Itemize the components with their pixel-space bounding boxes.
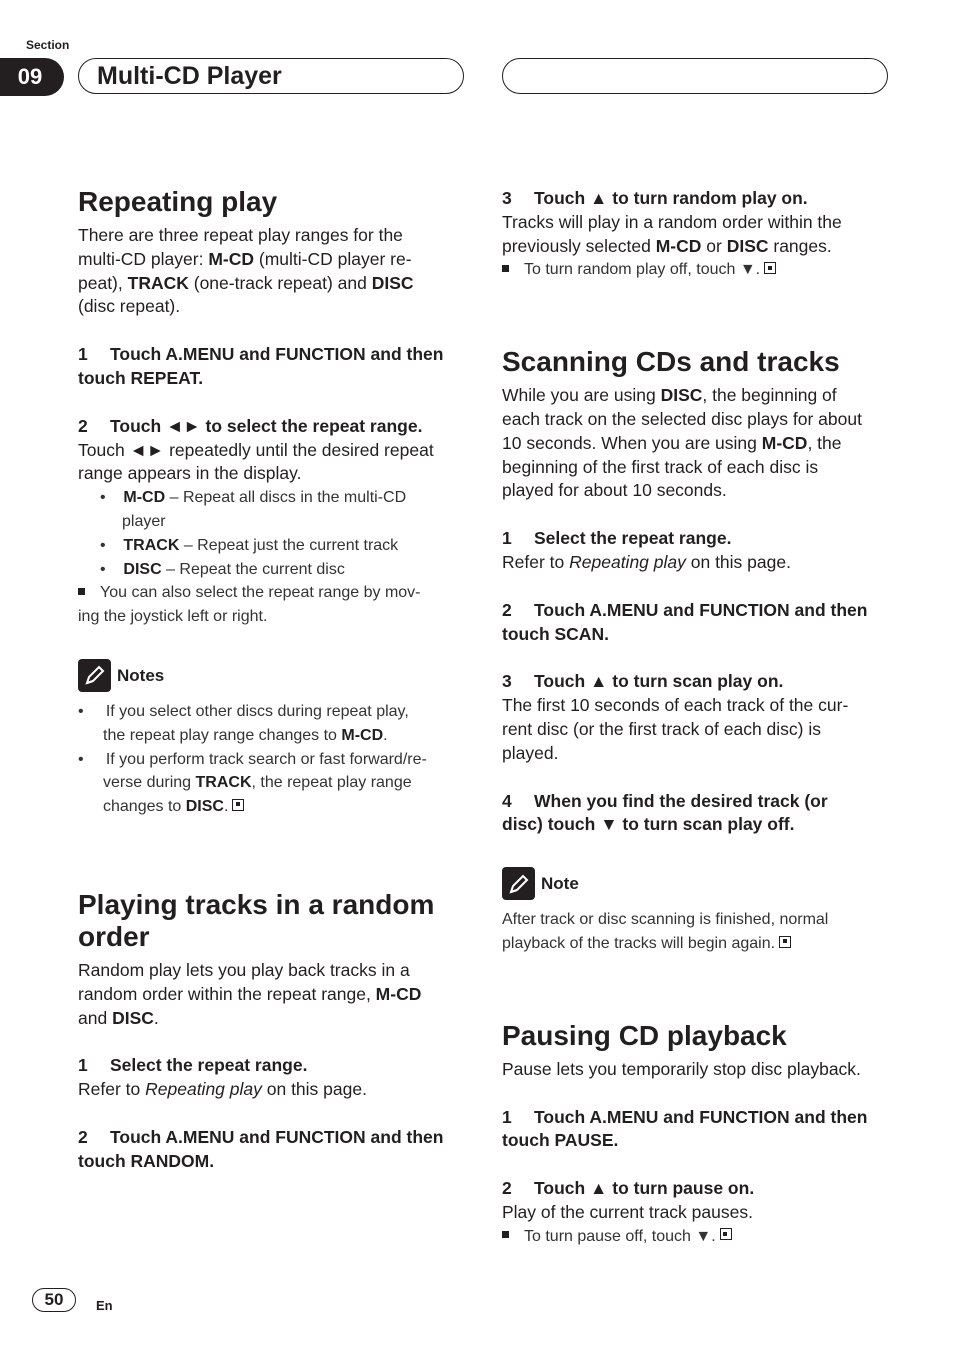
scan-step-3: 3 Touch ▲ to turn scan play on.	[502, 671, 784, 692]
pause-off-tip: To turn pause off, touch ▼.	[502, 1225, 892, 1249]
square-bullet-icon	[78, 588, 85, 595]
square-bullet-icon	[502, 1231, 509, 1238]
repeat-option-track: • TRACK – Repeat just the current track	[100, 536, 399, 554]
repeat-intro: There are three repeat play ranges for the multi-CD player: M-CD (multi-CD player re- peat), TRACK (one-track repeat) and DISC (disc repeat).	[78, 225, 414, 317]
heading-pausing: Pausing CD playback	[502, 1019, 787, 1051]
pause-step-1: 1 Touch A.MENU and FUNCTION and then touch PAUSE.	[502, 1106, 868, 1151]
scan-step-2: 2 Touch A.MENU and FUNCTION and then touch SCAN.	[502, 599, 868, 644]
notes-header: Notes	[78, 659, 468, 692]
note-item-2: • If you perform track search or fast forward/re- verse during TRACK, the repeat play range changes to DISC.	[78, 750, 427, 816]
pencil-note-icon	[78, 659, 111, 692]
pause-step-2-body: Play of the current track pauses.	[502, 1201, 753, 1222]
end-mark-icon	[232, 799, 244, 811]
random-step-1: 1 Select the repeat range.	[78, 1055, 308, 1076]
random-step-3-body: Tracks will play in a random order within the previously selected M-CD or DISC ranges.	[502, 211, 842, 256]
random-step-1-body: Refer to Repeating play on this page.	[78, 1079, 367, 1100]
repeat-step-2: 2 Touch ◄► to select the repeat range.	[78, 415, 423, 436]
random-step-3: 3 Touch ▲ to turn random play on.	[502, 188, 808, 208]
end-mark-icon	[779, 936, 791, 948]
scan-note-text: After track or disc scanning is finished, normal playback of the tracks will begin again.	[502, 911, 829, 952]
chapter-title: Multi-CD Player	[78, 58, 464, 94]
random-off-tip: To turn random play off, touch ▼.	[502, 258, 892, 282]
note-header: Note	[502, 867, 892, 900]
scan-step-3-body: The first 10 seconds of each track of the cur- rent disc (or the first track of each disc) is played.	[502, 695, 849, 763]
scan-step-1-body: Refer to Repeating play on this page.	[502, 551, 791, 572]
repeat-option-mcd: • M-CD – Repeat all discs in the multi-CD player	[100, 489, 407, 530]
section-label: Section	[26, 38, 70, 52]
repeat-option-disc: • DISC – Repeat the current disc	[100, 560, 345, 578]
right-column	[502, 187, 892, 1249]
random-step-2: 2 Touch A.MENU and FUNCTION and then touch RANDOM.	[78, 1126, 444, 1171]
end-mark-icon	[720, 1228, 732, 1240]
header-empty-pill	[502, 58, 888, 94]
page-number: 50	[32, 1288, 76, 1312]
heading-scanning: Scanning CDs and tracks	[502, 346, 840, 378]
scan-step-4: 4 When you find the desired track (or disc) touch ▼ to turn scan play off.	[502, 790, 828, 835]
random-intro: Random play lets you play back tracks in a random order within the repeat range, M-CD and DISC.	[78, 959, 422, 1028]
end-mark-icon	[764, 262, 776, 274]
repeat-tip: You can also select the repeat range by mov- ing the joystick left or right.	[78, 584, 421, 626]
language-label: En	[96, 1298, 113, 1313]
section-number-badge: 09	[0, 58, 64, 96]
left-column	[78, 186, 468, 1174]
heading-repeating-play: Repeating play	[78, 186, 278, 217]
scan-step-1: 1 Select the repeat range.	[502, 528, 732, 549]
note-item-1: • If you select other discs during repeat play, the repeat play range changes to M-CD.	[78, 702, 409, 744]
repeat-step-2-body: Touch ◄► repeatedly until the desired repeat range appears in the display.	[78, 439, 434, 484]
pause-intro: Pause lets you temporarily stop disc playback.	[502, 1058, 861, 1079]
pencil-note-icon	[502, 867, 535, 900]
heading-random-order: Playing tracks in a random order	[78, 888, 435, 952]
repeat-step-1: 1 Touch A.MENU and FUNCTION and then touch REPEAT.	[78, 344, 444, 388]
pause-step-2: 2 Touch ▲ to turn pause on.	[502, 1178, 755, 1199]
square-bullet-icon	[502, 265, 509, 272]
scan-intro: While you are using DISC, the beginning of each track on the selected disc plays for about 10 seconds. When you are using M-CD, the beginning of the first track of each disc is played for about 10 seconds.	[502, 385, 862, 501]
